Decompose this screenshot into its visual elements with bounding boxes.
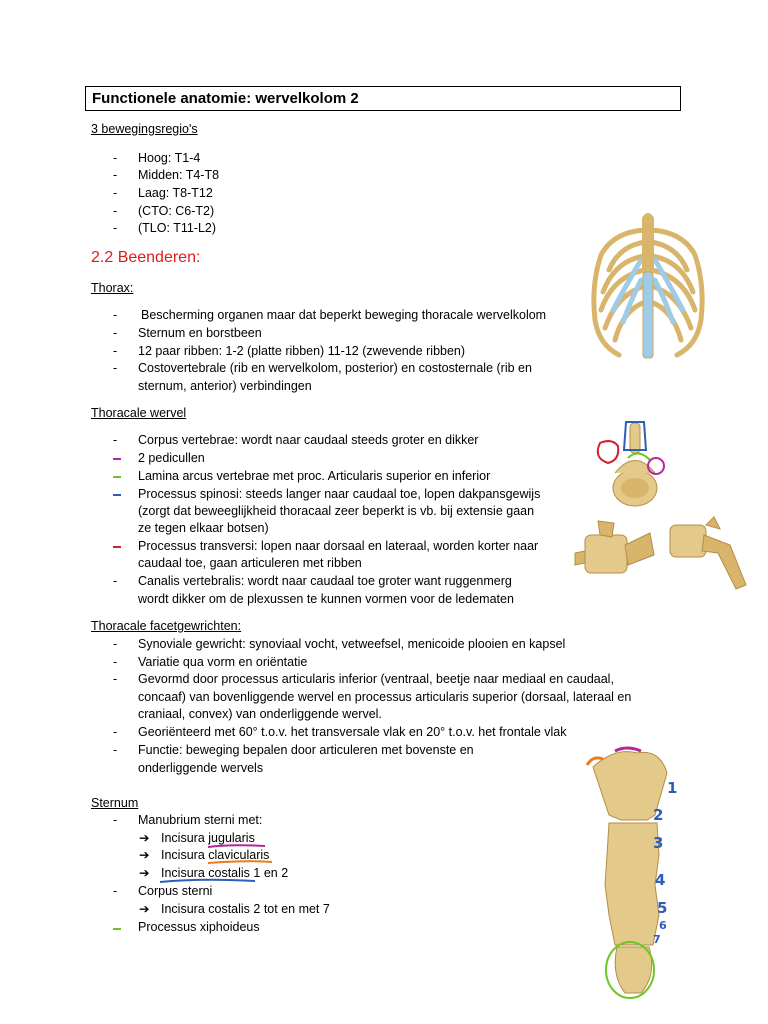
vertebra-item: 2 pedicullen [138,451,205,465]
list-dash: - [113,151,118,165]
vertebra-side-views [570,515,750,595]
list-dash: - [113,725,118,739]
thorax-heading: Thorax: [91,281,134,295]
list-item: (TLO: T11-L2) [138,221,217,235]
list-dash: - [113,655,118,669]
blue-underline [160,880,255,882]
list-dash: - [113,433,118,447]
orange-underline [208,861,272,863]
vertebra-item: Lamina arcus vertebrae met proc. Articularis superior en inferior [138,469,491,483]
list-dash: - [113,813,118,827]
thorax-item: sternum, anterior) verbindingen [138,379,312,393]
green-marker [113,476,121,478]
sternum-illustration [585,745,695,1000]
jugularis-text: jugularis [208,831,255,845]
vertebra-item: caudaal toe, gaan articuleren met ribben [138,556,362,570]
facet-item: craniaal, convex) van onderliggende wervel. [138,707,382,721]
facet-item: Functie: beweging bepalen door articuleren met bovenste en [138,743,474,757]
sternum-subitem: Incisura costalis 2 tot en met 7 [161,902,330,916]
rib-number: 5 [657,899,668,917]
vertebra-item: Processus spinosi: steeds langer naar caudaal toe, lopen dakpansgewijs [138,487,541,501]
blue-marker [113,494,121,496]
thorax-item: 12 paar ribben: 1-2 (platte ribben) 11-12 (zwevende ribben) [138,344,466,358]
list-dash: - [113,743,118,757]
rib-number: 1 [667,779,678,797]
incisura-word: Incisura [161,831,205,845]
vertebra-top-view [590,418,675,513]
vertebra-item: Canalis vertebralis: wordt naar caudaal toe groter want ruggenmerg [138,574,512,588]
thorax-item: Bescherming organen maar dat beperkt beweging thoracale wervelkolom [141,308,547,322]
list-dash: - [113,884,118,898]
rib-number: 3 [653,834,664,852]
clavicularis-text: clavicularis [208,848,270,862]
vertebra-item: ze tegen elkaar botsen) [138,521,269,535]
rib-number: 6 [659,919,667,932]
thorax-item: Sternum en borstbeen [138,326,262,340]
purple-marker [113,458,121,460]
list-dash: - [113,672,118,686]
costalis-rest: 1 en 2 [253,866,289,880]
rib-number: 7 [653,933,661,946]
section-heading-bones: 2.2 Beenderen: [91,249,201,266]
vertebra-item: wordt dikker om de plexussen te kunnen vormen voor de ledematen [138,592,514,606]
sternum-item: Corpus sterni [138,884,213,898]
list-item: Laag: T8-T12 [138,186,213,200]
red-marker [113,546,121,548]
list-dash: - [113,574,118,588]
arrow-icon: ➔ [139,848,150,862]
list-item: Hoog: T1-4 [138,151,201,165]
costalis-text: Incisura costalis [161,866,250,880]
document-title: Functionele anatomie: wervelkolom 2 [92,90,359,107]
list-item: (CTO: C6-T2) [138,204,215,218]
title-box [85,86,681,111]
list-item: Midden: T4-T8 [138,168,220,182]
list-dash: - [113,344,118,358]
list-dash: - [113,186,118,200]
facet-heading: Thoracale facetgewrichten: [91,619,242,633]
vertebra-heading: Thoracale wervel [91,406,187,420]
arrow-icon: ➔ [139,866,150,880]
sternum-item: Manubrium sterni met: [138,813,263,827]
list-dash: - [113,168,118,182]
arrow-icon: ➔ [139,902,150,916]
rib-number: 4 [655,871,666,889]
vertebra-item: (zorgt dat beweeglijkheid thoracaal zeer beperkt is vb. bij extensie gaan [138,504,535,518]
facet-item: Synoviale gewricht: synoviaal vocht, vetweefsel, menicoide plooien en kapsel [138,637,566,651]
vertebra-item: Corpus vertebrae: wordt naar caudaal steeds groter en dikker [138,433,479,447]
ribcage-illustration [583,210,713,365]
facet-item: Variatie qua vorm en oriëntatie [138,655,308,669]
list-dash: - [113,204,118,218]
list-dash: - [113,361,118,375]
green-marker [113,928,121,930]
list-dash: - [113,637,118,651]
list-dash: - [113,308,118,322]
thorax-item: Costovertebrale (rib en wervelkolom, posterior) en costosternale (rib en [138,361,532,375]
handwritten-underlines [150,840,330,890]
facet-item: Gevormd door processus articularis inferior (ventraal, beetje naar mediaal en caudaal, [138,672,614,686]
rib-number: 2 [653,806,664,824]
facet-item: onderliggende wervels [138,761,264,775]
facet-item: concaaf) van bovenliggende wervel en processus articularis superior (dorsaal, lateraal en [138,690,632,704]
list-dash: - [113,326,118,340]
sternum-heading: Sternum [91,796,139,810]
facet-item: Georiënteerd met 60° t.o.v. het transversale vlak en 20° t.o.v. het frontale vlak [138,725,567,739]
sternum-item: Processus xiphoideus [138,920,260,934]
incisura-word: Incisura [161,848,205,862]
arrow-icon: ➔ [139,831,150,845]
regions-heading: 3 bewegingsregio's [91,122,198,136]
purple-underline [208,845,265,847]
list-dash: - [113,221,118,235]
vertebra-item: Processus transversi: lopen naar dorsaal en lateraal, worden korter naar [138,539,539,553]
